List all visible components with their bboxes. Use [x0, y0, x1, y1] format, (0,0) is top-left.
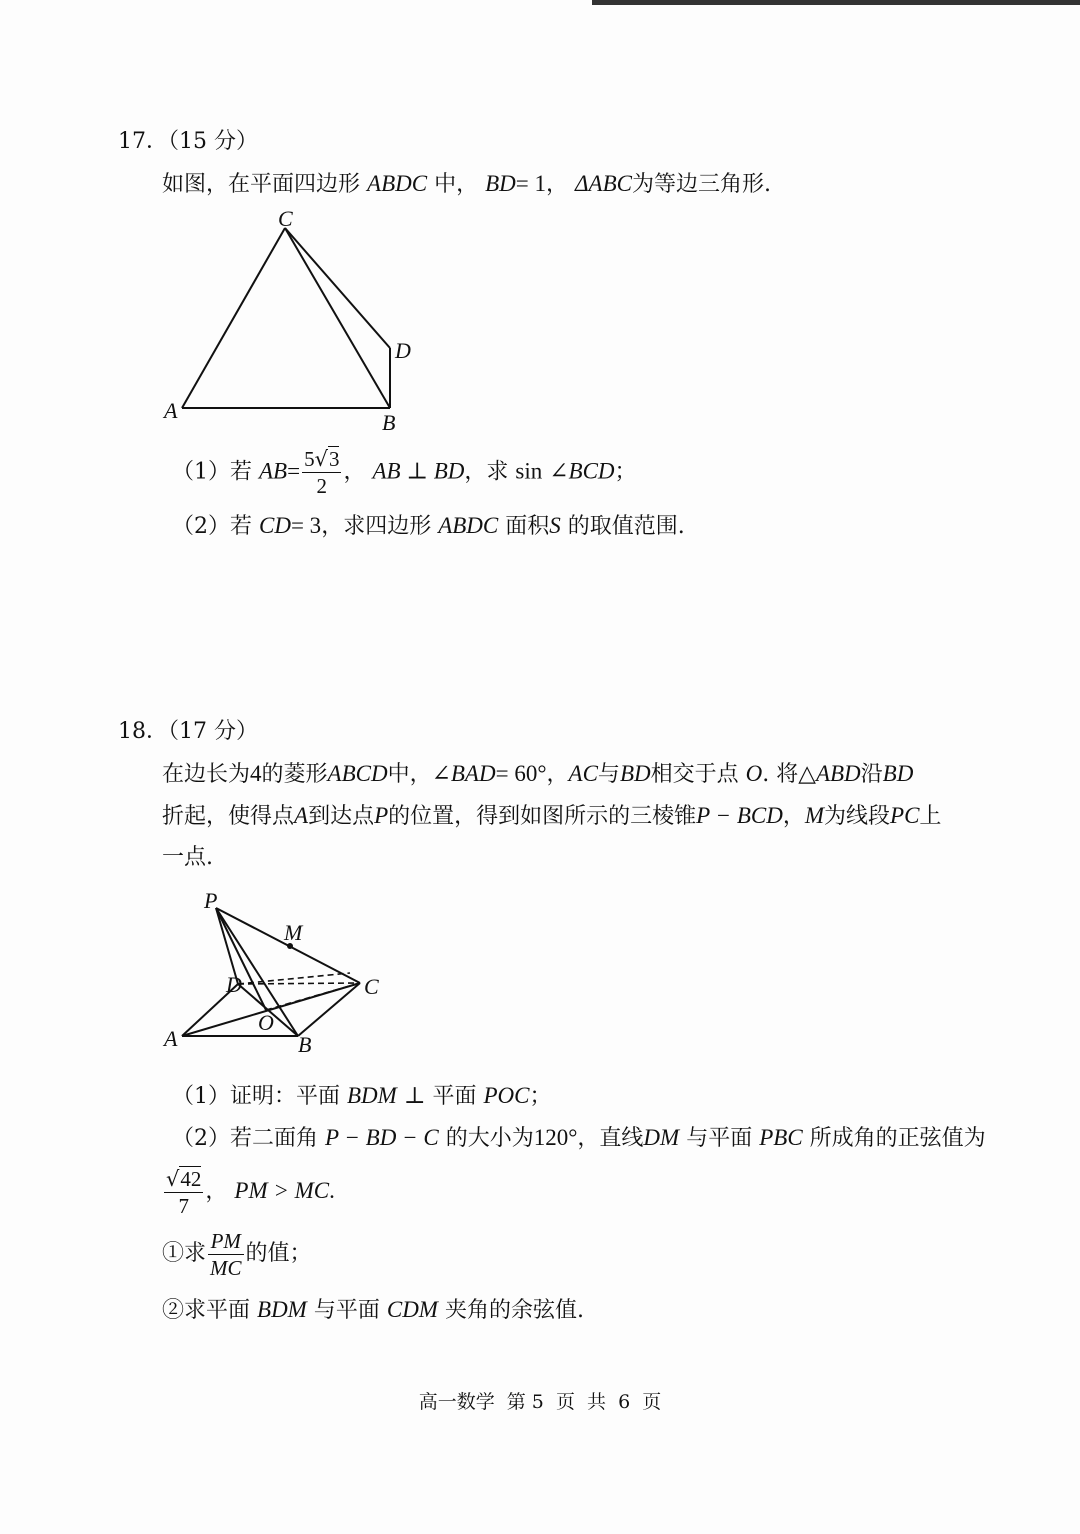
math-cdm: CDM [386, 1297, 438, 1322]
stem-text: ， [205, 1179, 228, 1204]
math-eq-1: = 1 [515, 171, 546, 196]
stem-text: ； [529, 1084, 552, 1109]
stem-text: 的值； [245, 1241, 312, 1266]
edge-cd [285, 228, 390, 348]
problem-17-header [118, 128, 258, 156]
top-edge-line [592, 0, 1080, 5]
stem-text: 面积 [505, 514, 550, 539]
problem-17-number: 17． [118, 129, 168, 154]
math-eq-3: = 3 [290, 513, 322, 538]
math-bd: BD [485, 171, 516, 196]
problem-18-line-1 [162, 760, 913, 789]
stem-text: 折起，使得点 [162, 804, 295, 829]
math-ab-perp-bd: AB ⊥ BD [372, 458, 465, 484]
label-a: A [164, 398, 178, 423]
stem-text: 中， [434, 172, 479, 197]
stem-text: ，求四边形 [321, 514, 432, 539]
edge-cb [285, 228, 390, 408]
stem-text: ； [614, 459, 637, 485]
frac-numerator: PM [208, 1228, 244, 1255]
math-a: A [294, 803, 309, 828]
math-bdm: BDM [347, 1083, 397, 1108]
stem-text: 与平面 [686, 1126, 753, 1151]
math-ab: AB [259, 458, 288, 484]
edge-dm-hidden [238, 973, 350, 984]
math-angle-bcd: ∠BCD [549, 458, 615, 484]
label-a: A [164, 1026, 178, 1051]
math-poc: POC [483, 1083, 530, 1108]
label-c: C [364, 974, 379, 999]
stem-text: 夹角的余弦值. [444, 1298, 584, 1323]
stem-text: 中， [387, 762, 432, 787]
frac-denominator: MC [210, 1255, 242, 1280]
stem-text: 的取值范围. [567, 514, 685, 539]
problem-18-part-1 [172, 1082, 552, 1111]
fraction-pm-over-mc [208, 1228, 244, 1281]
page-footer: 高一数学 第 5 页 共 6 页 [418, 1391, 662, 1413]
math-pm-gt-mc: PM > MC [234, 1178, 330, 1203]
figure-18-pyramid [150, 880, 410, 1060]
math-cd: CD [259, 513, 291, 538]
label-b: B [298, 1032, 312, 1057]
frac-denominator: 7 [178, 1193, 189, 1218]
stem-text: ， [782, 804, 805, 829]
problem-18-part-2-cont [162, 1164, 335, 1219]
problem-18-number: 18． [118, 719, 168, 744]
part-1-tag: （1）证明：平面 [172, 1084, 340, 1109]
stem-text: 的大小为 [445, 1126, 534, 1151]
problem-18-sub-2 [162, 1296, 584, 1325]
math-60deg: = 60° [495, 761, 547, 786]
stem-text: ，求 [464, 459, 509, 485]
math-dihedral-p-bd-c: P − BD − C [325, 1125, 439, 1150]
math-sin: sin [515, 458, 543, 484]
frac-coef: 5 [304, 447, 315, 471]
label-p: P [204, 888, 218, 913]
math-triangle-abc: ΔABC [575, 171, 632, 196]
stem-text: ， [343, 459, 366, 485]
problem-18-line-3: 一点. [162, 845, 213, 870]
math-s: S [549, 513, 561, 538]
math-dm: DM [643, 1125, 680, 1150]
label-c: C [278, 206, 293, 231]
math-p: P [374, 803, 389, 828]
label-d: D [395, 338, 411, 363]
edge-bc [298, 983, 360, 1036]
frac-radicand: 42 [180, 1166, 202, 1191]
math-4: 4 [250, 761, 262, 786]
label-o: O [258, 1010, 274, 1035]
math-eq: = [287, 458, 301, 484]
math-triangle-abd: △ABD [798, 761, 861, 786]
stem-text: ，直线 [577, 1126, 644, 1151]
frac-radicand: 3 [328, 447, 340, 471]
math-120deg: 120° [533, 1125, 578, 1150]
problem-17-part-1 [172, 446, 637, 499]
label-d: D [226, 972, 242, 997]
problem-18-sub-1 [162, 1226, 312, 1282]
math-quad-abdc: ABDC [438, 513, 499, 538]
label-b: B [382, 410, 396, 435]
stem-text: . [329, 1178, 335, 1203]
math-o: O [745, 761, 763, 786]
figure-17-quadrilateral [150, 200, 450, 440]
stem-text: ， [546, 762, 569, 787]
stem-text: 如图，在平面四边形 [162, 172, 361, 197]
stem-text: 与 [597, 762, 620, 787]
part-2-tag: （2）若 [172, 514, 252, 539]
sub-2-tag: ②求平面 [162, 1298, 251, 1323]
stem-text: 相交于点 [650, 762, 739, 787]
math-ac: AC [568, 761, 598, 786]
problem-17-score: （15 分） [168, 129, 258, 154]
stem-text: . 将 [762, 762, 799, 787]
edge-ac [182, 228, 285, 408]
math-angle-bad: ∠BAD [431, 761, 496, 786]
math-quad-abdc: ABDC [367, 171, 428, 196]
stem-text: 的菱形 [261, 762, 328, 787]
part-1-tag: （1）若 [172, 459, 252, 485]
stem-text: 平面 [432, 1084, 477, 1109]
math-perp: ⊥ [403, 1083, 426, 1108]
sub-1-tag: ①求 [162, 1241, 207, 1266]
math-abcd: ABCD [327, 761, 388, 786]
stem-text: 的位置，得到如图所示的三棱锥 [388, 804, 697, 829]
stem-text: 在边长为 [162, 762, 251, 787]
frac-denominator: 2 [316, 474, 328, 498]
stem-text: 为线段 [824, 804, 891, 829]
math-bdm: BDM [257, 1297, 307, 1322]
label-m: M [284, 920, 303, 945]
problem-18-score: （17 分） [168, 719, 258, 744]
stem-text: 与平面 [313, 1298, 380, 1323]
stem-text: 为等边三角形. [631, 172, 771, 197]
stem-text: 到达点 [308, 804, 375, 829]
problem-17-stem [162, 170, 771, 199]
problem-18-header [118, 718, 258, 746]
fraction-sqrt42-over-7: $\frac{√42}{7}$ [166, 1166, 202, 1218]
math-p-bcd: P − BCD [696, 803, 783, 828]
fraction-5sqrt3-over-2: $\frac{5√3}{2}$ [304, 447, 340, 498]
math-bd: BD [882, 761, 914, 786]
part-2-tag: （2）若二面角 [172, 1126, 318, 1151]
stem-text: 所成角的正弦值为 [809, 1126, 986, 1151]
problem-17-part-2 [172, 512, 685, 541]
stem-text: 上 [919, 804, 942, 829]
math-pbc: PBC [759, 1125, 803, 1150]
math-m: M [804, 803, 825, 828]
math-bd: BD [619, 761, 651, 786]
math-pc: PC [890, 803, 920, 828]
edge-dc-hidden [238, 983, 360, 984]
stem-text: ， [546, 172, 569, 197]
stem-text: 沿 [860, 762, 883, 787]
problem-18-part-2 [172, 1124, 986, 1153]
problem-18-line-2 [162, 802, 941, 831]
